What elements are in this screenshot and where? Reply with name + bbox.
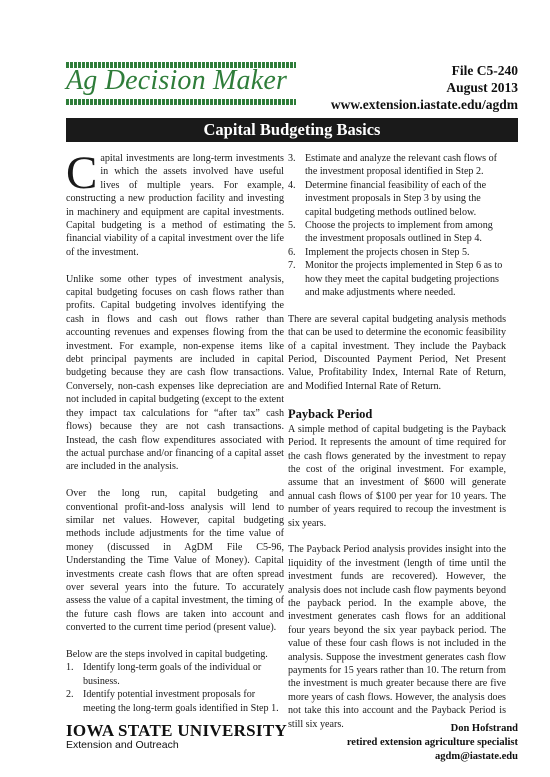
step-item: 3. Estimate and analyze the relevant cash flows of the investment proposal identified in Step 2. — [288, 153, 497, 178]
paragraph-methods: There are several capital budgeting analysis methods that can be used to determine the economic feasibility of a capital investment. They include the Payback Period, Discounted Payment Period, Net Present Value, Profitability Index, Internal Rate of Return, and Modified Internal Rate of Return. — [288, 313, 506, 392]
paragraph-steps-intro: Below are the steps involved in capital budgeting. — [66, 648, 268, 660]
step-item: 5. Choose the projects to implement from among the investment proposals outlined in Step 4. — [288, 220, 493, 245]
author-title: retired extension agriculture specialist — [346, 737, 518, 748]
step-item: 1. Identify long-term goals of the individual or business. — [66, 662, 262, 687]
steps-list-right — [288, 152, 506, 299]
steps-list-left — [66, 661, 284, 715]
ag-decision-maker-logo: Ag Decision Maker — [66, 65, 288, 96]
website-url[interactable]: www.extension.iastate.edu/agdm — [330, 97, 518, 112]
file-number: File C5-240 — [451, 63, 518, 78]
isu-extension: Extension and Outreach — [66, 739, 179, 751]
isu-wordmark: IOWA STATE UNIVERSITY — [66, 721, 288, 740]
drop-cap: C — [66, 147, 98, 199]
author-name: Don Hofstrand — [450, 723, 518, 734]
paragraph-time-value: Over the long run, capital budgeting and conventional profit-and-loss analysis will lend to similar net values. However, capital budgeting methods include adjustments for the time value of money (discussed in AgDM File C5-96, Understanding the Time Value of Money). Capital investments create cash flows that are often spread over several years into the future. To accurately assess the value of a capital investment, the timing of the future cash flows are taken into account and converted to the current time period (present value). — [66, 488, 284, 634]
publication-date: August 2013 — [446, 80, 518, 95]
intro-paragraph: Capital investments are long-term investments in which the assets involved have useful lives of multiple years. For example, constructing a new production facility and investing in machinery and equipment are capital investments. Capital budgeting is a method of estimating the financial viability of a capital investment over the life of the investment. — [66, 147, 284, 258]
document-title: Capital Budgeting Basics — [66, 118, 518, 142]
header — [66, 62, 518, 112]
iowa-state-logo — [66, 722, 287, 752]
step-item: 6. Implement the projects chosen in Step 5. — [288, 246, 470, 258]
author-email[interactable]: agdm@iastate.edu — [435, 751, 518, 762]
step-item: 2. Identify potential investment proposals for meeting the long-term goals identified in Step 1. — [66, 689, 279, 714]
logo-stripe-bottom — [66, 99, 296, 105]
paragraph-payback-1: A simple method of capital budgeting is the Payback Period. It represents the amount of time required for the cash flows generated by the investment to repay the cost of the original investment. For example, assume that an investment of $600 will generate annual cash flows of $100 per year for 10 years. The number of years required to recoup the investment is six years. — [288, 423, 506, 529]
paragraph-cash-flows: Unlike some other types of investment analysis, capital budgeting focuses on cash flows rather than profits. Capital budgeting involves identifying the cash in flows and cash out flows rather than accounting revenues and expenses flowing from the investment. For example, non-expense items like debt principal payments are included in capital budgeting because they are cash flow transactions. Conversely, non-cash expenses like depreciation are not included in capital budgeting (except to the extent they impact tax calculations for “after tax” cash flows) because they are not cash transactions. Instead, the cash flow expenditures associated with the actual purchase and/or financing of a capital asset are included in the analysis. — [66, 273, 284, 473]
left-column — [66, 147, 284, 715]
right-column — [288, 152, 506, 731]
section-heading-payback: Payback Period — [288, 406, 373, 421]
step-item: 7. Monitor the projects implemented in Step 6 as to how they meet the capital budgeting projections and make adjustments where needed. — [288, 260, 503, 299]
step-item: 4. Determine financial feasibility of each of the investment proposals in Step 3 by using the capital budgeting methods outlined below. — [288, 179, 487, 218]
file-info — [331, 62, 518, 113]
author-block — [347, 722, 518, 764]
paragraph-payback-2: The Payback Period analysis provides insight into the liquidity of the investment (length of time until the investment funds are recovered). However, the analysis does not include cash flow payments beyond the payback period. In the example above, the investment generates cash flows for an additional four years beyond the six year payback period. The value of these four cash flows is not included in the analysis. Suppose the investment generates cash flow payments for 15 years rather than 10. The return from the investment is much greater because there are five more years of cash flows. However, the analysis does not take this into account and the Payback Period is still six years. — [288, 544, 506, 730]
